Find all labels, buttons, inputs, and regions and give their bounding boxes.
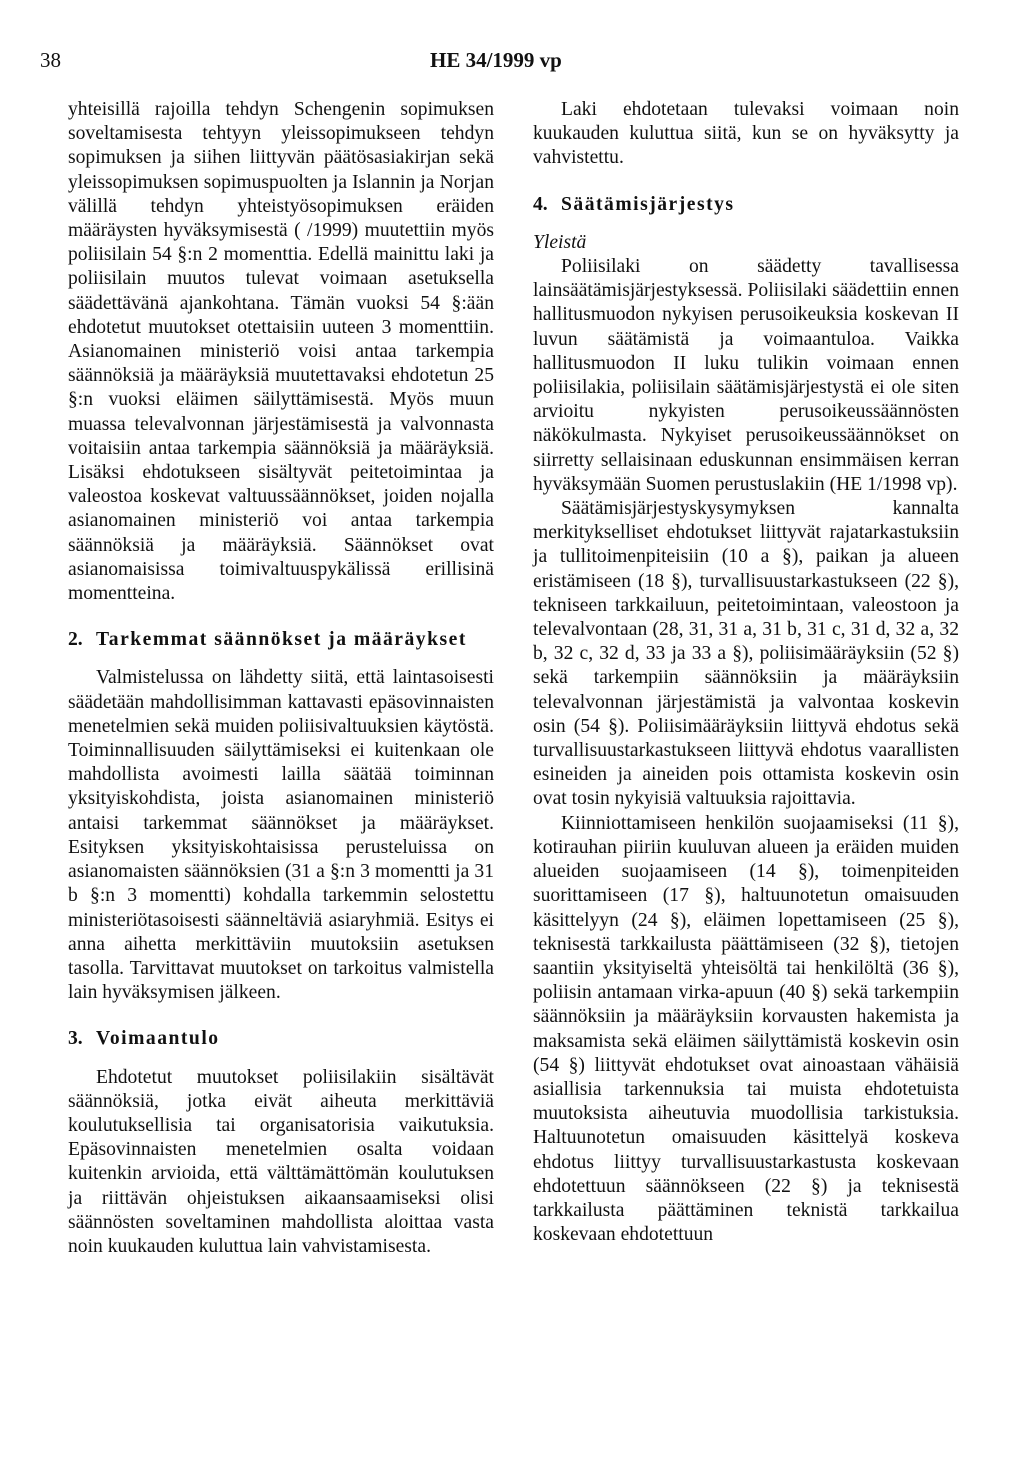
- paragraph: Poliisilaki on säädetty tavallisessa lainsäätämisjärjestyksessä. Poliisilaki säädettiin ennen hallitusmuodon nykyisen perusoikeuksia koskevan II luvun säätämistä ja voimaantuloa. Vaikka hallitusmuodon II luku tulikin voimaan ennen poliisilakia, poliisilain säätämisjärjestystä ei ole siten arvioitu nykyisten perusoikeussäännösten näkökulmasta. Nykyiset perusoikeussäännökset on siirretty sellaisinaan eduskunnan ensimmäisen kerran hyväksymään Suomen perustuslakiin (HE 1/1998 vp).: [533, 256, 959, 495]
- left-column: [68, 98, 494, 1259]
- section-heading: [68, 1027, 494, 1051]
- paragraph: Valmistelussa on lähdetty siitä, että laintasoisesti säädetään mahdollisimman kattavasti epäsovinnaisten menetelmien sekä muiden poliisivaltuuksien käytöstä. Toiminnallisuuden säilyttämiseksi ei kuitenkaan ole mahdollista avoimesti lailla säätää toiminnan yksityiskohdista, joista asianomainen ministeriö antaisi tarkemmat säännökset ja määräykset. Esityksen yksityiskohtaisissa perusteluissa on asianomaisten säännöksien (31 a §:n 3 momentti ja 31 b §:n 3 momentti) kohdalla tarkemmin selostettu ministeriötasoisesti säänneltäviä asiaryhmiä. Esitys ei anna aihetta merkittäviin muutoksiin asetuksen tasolla. Tarvittavat muutokset on tarkoitus valmistella lain hyväksymisen jälkeen.: [68, 667, 494, 1004]
- paragraph: Säätämisjärjestyskysymyksen kannalta merkitykselliset ehdotukset liittyvät rajatarkastuksiin ja tullitoimenpiteisiin (10 a §), paikan ja alueen eristämiseen (18 §), turvallisuustarkastukseen (22 §), tekniseen tarkkailuun, peitetoimintaan, valeostoon ja televalvontaan (28, 31, 31 a, 31 b, 31 c, 31 d, 32 a, 32 b, 32 c, 32 d, 33 ja 33 a §), poliisimääräyksiin (52 §) sekä tarkempiin säännöksiin ja määräyksiin televalvonnan järjestämistä ja valvontaa koskevin osin (54 §). Poliisimääräyksiin liittyvä ehdotus sekä turvallisuustarkastukseen liittyvä ehdotus vaarallisten esineiden ja aineiden pois ottamista koskevin osin ovat tosin nykyisiä valtuuksia rajoittavia.: [533, 498, 959, 810]
- section-title: Voimaantulo: [96, 1028, 220, 1050]
- paragraph: Kiinniottamiseen henkilön suojaamiseksi (11 §), kotirauhan piiriin kuuluvan alueen ja eräiden muiden alueiden suojaamiseen (14 §), toimenpiteiden suorittamiseen (17 §), haltuunotetun omaisuuden käsittelyyn (24 §), eläimen lopettamiseen (25 §), teknisestä tarkkailusta päättämiseen (32 §), tietojen saantiin yksityiseltä yhteisöltä tai henkilöltä (36 §), poliisin antamaan virka-apuun (40 §) sekä tarkempiin säännöksiin ja määräyksiin korvausten hakemista ja maksamista sekä eläimen säilyttämistä koskevin osin (54 §) liittyvät ehdotukset ovat ainoastaan vähäisiä asiallisia tarkennuksia tai muista ehdotetuista muutoksista aiheutuvia muodollisia tarkistuksia. Haltuunotetun omaisuuden käsittelyä koskeva ehdotus liittyy turvallisuustarkastusta koskevaan ehdotettuun säännökseen (22 §) ja teknisestä tarkkailusta päättäminen teknistä tarkkailua koskevaan ehdotettuun: [533, 812, 959, 1246]
- section-title: Tarkemmat säännökset ja määräykset: [96, 629, 467, 651]
- section-number: 3.: [68, 1028, 83, 1050]
- running-head: HE 34/1999 vp: [430, 48, 562, 72]
- page-number: 38: [40, 48, 61, 72]
- section-title: Säätämisjärjestys: [561, 193, 735, 215]
- paragraph: Laki ehdotetaan tulevaksi voimaan noin kuukauden kuluttua siitä, kun se on hyväksytty ja vahvistettu.: [533, 99, 959, 169]
- section-heading: [533, 193, 959, 217]
- paragraph: yhteisillä rajoilla tehdyn Schengenin sopimuksen soveltamisesta tehtyyn yleissopimukseen tehdyn sopimuksen ja siihen liittyvän päätösasiakirjan sekä yleissopimuksen sopimuspuolten ja Islannin ja Norjan välillä tehdyn yhteistyösopimuksen eräiden määräysten hyväksymisestä ( /1999) muutettiin myös poliisilain 54 §:n 2 momenttia. Edellä mainittu laki ja poliisilain muutos tulevat voimaan asetuksella säädettävänä ajankohtana. Tämän vuoksi 54 §:ään ehdotetut muutokset otettaisiin uuteen 3 momenttiin. Asianomainen ministeriö voisi antaa tarkempia säännöksiä ja määräyksiä muutettavaksi ehdotetun 25 §:n vuoksi eläimen säilyttämisestä. Myös muun muassa televalvonnan järjestämisestä ja valvonnasta voitaisiin antaa tarkempia säännöksiä ja määräyksiä. Lisäksi ehdotukseen sisältyvät peitetoimintaa ja valeostoa koskevat valtuussäännökset, joiden nojalla asianomainen ministeriö voi antaa tarkempia säännöksiä ja määräyksiä. Säännökset ovat asianomaisissa toimivaltuuspykälissä erillisinä momentteina.: [68, 99, 494, 605]
- section-heading: [68, 628, 494, 652]
- section-number: 4.: [533, 193, 548, 215]
- right-column: [533, 98, 959, 1247]
- paragraph: Ehdotetut muutokset poliisilakiin sisältävät säännöksiä, jotka eivät aiheuta merkittäviä koulutuksellisia tai organisatorisia vaikutuksia. Epäsovinnaisten menetelmien osalta voidaan kuitenkin arvioida, että välttämättömän koulutuksen ja riittävän ohjeistuksen aikaansaamiseksi olisi säännösten soveltaminen mahdollista aloittaa vasta noin kuukauden kuluttua lain vahvistamisesta.: [68, 1066, 494, 1257]
- section-number: 2.: [68, 629, 83, 651]
- subheading: Yleistä: [533, 231, 587, 253]
